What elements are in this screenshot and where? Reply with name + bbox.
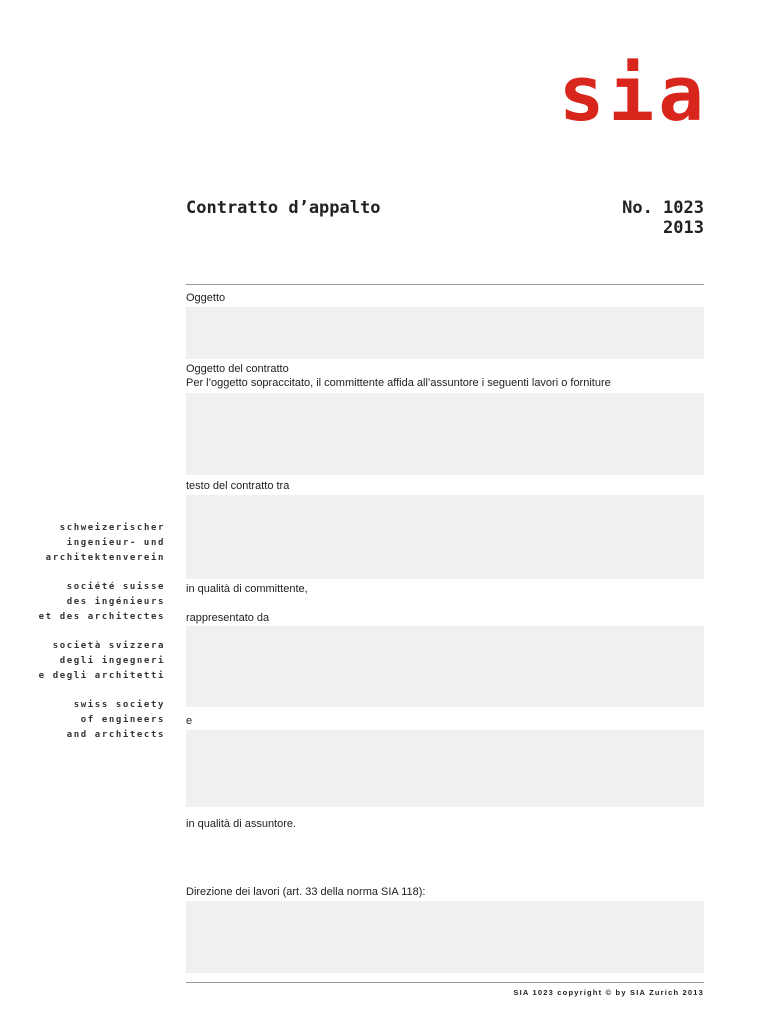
committente-field[interactable] bbox=[186, 495, 704, 579]
committente-label: in qualità di committente, bbox=[186, 583, 308, 595]
assuntore-field[interactable] bbox=[186, 730, 704, 807]
oggetto-contratto-label: Oggetto del contratto bbox=[186, 363, 289, 375]
direzione-lavori-field[interactable] bbox=[186, 901, 704, 973]
assuntore-label: in qualità di assuntore. bbox=[186, 818, 297, 830]
document-year: 2013 bbox=[663, 218, 704, 238]
sidebar-line: architektenverein bbox=[45, 553, 165, 563]
sidebar-line: e degli architetti bbox=[38, 671, 165, 681]
lavori-field[interactable] bbox=[186, 393, 704, 475]
rappresentante-field[interactable] bbox=[186, 626, 704, 707]
sidebar-line: schweizerischer bbox=[59, 523, 165, 533]
sidebar-line: et des architectes bbox=[38, 612, 165, 622]
sidebar-group-german bbox=[46, 521, 165, 566]
document-title: Contratto d’appalto bbox=[186, 198, 381, 218]
sidebar-line: società svizzera bbox=[52, 641, 165, 651]
sidebar-group-french bbox=[39, 580, 165, 625]
oggetto-field[interactable] bbox=[186, 307, 704, 359]
testo-contratto-label: testo del contratto tra bbox=[186, 480, 290, 492]
sidebar-line: of engineers bbox=[80, 715, 165, 725]
sidebar-line: swiss society bbox=[73, 700, 165, 710]
sidebar-group-english bbox=[67, 698, 165, 743]
sidebar-line: ingenieur- und bbox=[66, 538, 165, 548]
oggetto-label: Oggetto bbox=[186, 292, 226, 304]
oggetto-contratto-description: Per l’oggetto sopraccitato, il committente affida all’assuntore i seguenti lavori o forniture bbox=[186, 377, 611, 389]
footer-copyright: SIA 1023 copyright © by SIA Zurich 2013 bbox=[513, 988, 704, 997]
sidebar-line: and architects bbox=[66, 730, 165, 740]
bottom-divider bbox=[186, 982, 704, 983]
top-divider bbox=[186, 284, 704, 285]
document-number-label: No. 1023 bbox=[622, 198, 704, 218]
sidebar-group-italian bbox=[39, 639, 165, 684]
document-number bbox=[622, 198, 704, 238]
sidebar-line: des ingénieurs bbox=[66, 597, 165, 607]
sidebar-line: société suisse bbox=[66, 582, 165, 592]
sidebar-line: degli ingegneri bbox=[59, 656, 165, 666]
rappresentato-label: rappresentato da bbox=[186, 612, 270, 624]
e-label: e bbox=[186, 715, 193, 727]
sia-logo: sia bbox=[558, 49, 708, 138]
direzione-lavori-label: Direzione dei lavori (art. 33 della norma SIA 118): bbox=[186, 886, 426, 898]
